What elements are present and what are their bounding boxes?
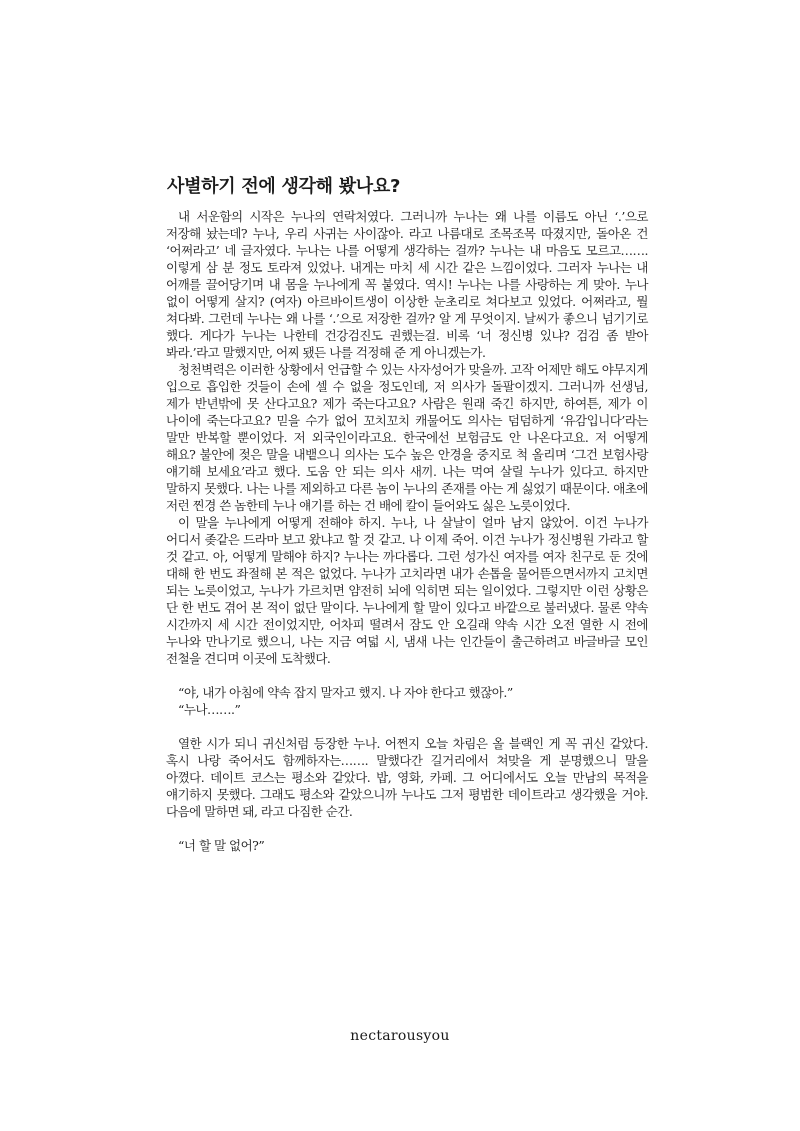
author-signature: nectarousyou [350,1028,450,1044]
body-paragraph: 내 서운함의 시작은 누나의 연락처였다. 그러니까 누나는 왜 나를 이름도 아닌 ‘.’으로 저장해 놨는데? 누나, 우리 사귀는 사이잖아. 라고 나름대로 조목조목 따졌지만, 돌아온 건 ‘어쩌라고’ 네 글자였다. 누나는 나를 어떻게 생각하는 걸까? 누나는 내 마음도 모르고……. 이렇게 삼 분 정도 토라져 있었나. 내게는 마치 세 시간 같은 느낌이었다. 그러자 누나는 내 어깨를 끌어당기며 내 몸을 누나에게 꼭 붙였다. 역시! 누나는 나를 사랑하는 게 맞아. 누나 없이 어떻게 살지? (여자) 아르바이트생이 이상한 눈초리로 쳐다보고 있었다. 어쩌라고, 뭘 쳐다봐. 그런데 누나는 왜 나를 ‘.’으로 저장한 걸까? 알 게 무엇이지. 날씨가 좋으니 넘기기로 했다. 게다가 누나는 나한테 건강검진도 권했는걸. 비록 ‘너 정신병 있냐? 검검 좀 받아 봐라.’라고 말했지만, 어찌 됐든 나를 걱정해 준 게 아니겠는가. [166,209,648,360]
body-paragraph: 청천벽력은 이러한 상황에서 언급할 수 있는 사자성어가 맞을까. 고작 어제만 해도 야무지게 입으로 흡입한 것들이 손에 셀 수 없을 정도인데, 저 의사가 돌팔이겠지. 그러니까 선생님, 제가 반년밖에 못 산다고요? 제가 죽는다고요? 사람은 원래 죽긴 하지만, 하여튼, 제가 이 나이에 죽는다고요? 믿을 수가 없어 꼬치꼬치 캐물어도 의사는 덤덤하게 ‘유감입니다’라는 말만 반복할 뿐이었다. 저 외국인이라고요. 한국에선 보험금도 안 나온다고요. 저 어떻게 해요? 불안에 젖은 말을 내뱉으니 의사는 도수 높은 안경을 중지로 척 올리며 ‘그건 보험사랑 얘기해 보세요’라고 했다. 도움 안 되는 의사 새끼. 나는 먹여 살릴 누나가 있다고. 하지만 말하지 못했다. 나는 나를 제외하고 다른 놈이 누나의 존재를 아는 게 싫었기 때문이다. 애초에 저런 찐경 쓴 놈한테 누나 얘기를 하는 건 배에 칼이 들어와도 싫은 노릇이었다. [166,362,648,513]
body-paragraph: 열한 시가 되니 귀신처럼 등장한 누나. 어쩐지 오늘 차림은 올 블랙인 게 꼭 귀신 같았다. 혹시 나랑 죽어서도 함께하자는……. 말했다간 길거리에서 쳐맞을 게 분명했으니 말을 아꼈다. 데이트 코스는 평소와 같았다. 밥, 영화, 카페. 그 어디에서도 오늘 만남의 목적을 얘기하지 못했다. 그래도 평소와 같았으니까 누나도 그저 평범한 데이트라고 생각했을 거야. 다음에 말하면 돼, 라고 다짐한 순간. [166,736,648,819]
dialog-line: “누나…….” [178,702,241,717]
body-paragraph: 이 말을 누나에게 어떻게 전해야 하지. 누나, 나 살날이 얼마 남지 않았어. 이건 누나가 어디서 좆같은 드라마 보고 왔냐고 할 것 같고. 나 이제 죽어. 이건 누나가 정신병원 가라고 할 것 같고. 아, 어떻게 말해야 하지? 누나는 까다롭다. 그런 성가신 여자를 여자 친구로 둔 것에 대해 한 번도 좌절해 본 적은 없었다. 누나가 고치라면 내가 손톱을 물어뜯으면서까지 고치면 되는 노릇이었고, 누나가 가르치면 얌전히 뇌에 익히면 되는 일이었다. 그렇지만 이런 상황은 단 한 번도 겪어 본 적이 없단 말이다. 누나에게 할 말이 있다고 바깥으로 불러냈다. 물론 약속 시간까지 세 시간 전이었지만, 어차피 떨려서 잠도 안 오길래 약속 시간 오전 열한 시 전에 누나와 만나기로 했으니, 나는 지금 여덟 시, 냄새 나는 인간들이 출근하려고 바글바글 모인 전철을 견디며 이곳에 도착했다. [166,515,648,666]
paragraph-spacer [166,820,648,837]
paragraph-spacer [166,667,648,684]
paragraph-spacer [166,718,648,735]
document-body [166,208,648,854]
document-title: 사별하기 전에 생각해 봤나요? [167,176,401,197]
dialog-line: “야, 내가 아침에 약속 잡지 말자고 했지. 나 자야 한다고 했잖아.” [178,685,513,700]
dialog-line: “너 할 말 없어?” [178,838,265,853]
